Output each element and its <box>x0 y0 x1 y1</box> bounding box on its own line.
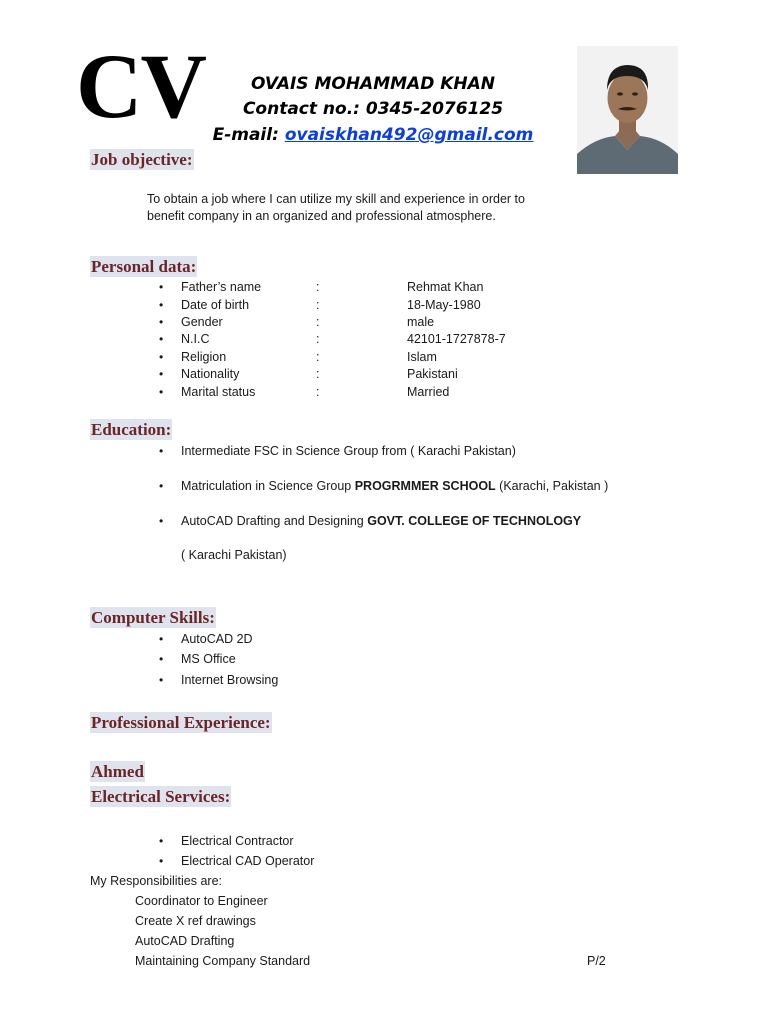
responsibilities-label: My Responsibilities are: <box>90 874 222 888</box>
bullet-icon: • <box>159 479 164 493</box>
bullet-icon: • <box>159 652 164 666</box>
company-name-line-2: Electrical Services: <box>91 787 231 806</box>
personal-label: Father’s name <box>181 280 262 294</box>
skill-text: MS Office <box>181 652 236 666</box>
responsibility-item: Create X ref drawings <box>135 914 256 928</box>
email-label: E-mail: <box>212 125 279 145</box>
cv-logo: CV <box>76 35 205 137</box>
education-institution: GOVT. COLLEGE OF TECHNOLOGY <box>367 514 582 528</box>
contact-line <box>200 97 546 121</box>
education-text-pre: Matriculation in Science Group <box>181 479 355 493</box>
responsibility-item: Maintaining Company Standard <box>135 954 311 968</box>
personal-value: male <box>407 315 435 329</box>
page-marker: P/2 <box>587 954 606 968</box>
personal-separator: : <box>316 367 320 381</box>
section-heading-job-objective: Job objective: <box>91 150 193 169</box>
education-text-post: (Karachi, Pakistan ) <box>495 479 609 493</box>
section-heading-education: Education: <box>91 420 172 439</box>
responsibility-item: Coordinator to Engineer <box>135 894 268 908</box>
personal-label: Marital status <box>181 385 256 399</box>
personal-label: Gender <box>181 315 223 329</box>
objective-line-1: To obtain a job where I can utilize my skill and experience in order to <box>147 192 525 206</box>
section-heading-personal-data: Personal data: <box>91 257 197 276</box>
bullet-icon: • <box>159 350 164 364</box>
bullet-icon: • <box>159 632 164 646</box>
education-text <box>181 512 581 530</box>
bullet-icon: • <box>159 367 164 381</box>
bullet-icon: • <box>159 280 164 294</box>
personal-separator: : <box>316 385 320 399</box>
personal-label: Nationality <box>181 367 240 381</box>
personal-separator: : <box>316 350 320 364</box>
personal-label: N.I.C <box>181 332 210 346</box>
profile-photo <box>577 46 678 174</box>
section-heading-computer-skills: Computer Skills: <box>91 608 215 627</box>
personal-separator: : <box>316 315 320 329</box>
role-text: Electrical Contractor <box>181 834 294 848</box>
bullet-icon: • <box>159 854 164 868</box>
skill-text: AutoCAD 2D <box>181 632 253 646</box>
contact-label: Contact no.: <box>242 99 360 119</box>
bullet-icon: • <box>159 834 164 848</box>
section-heading-professional-experience: Professional Experience: <box>91 713 271 732</box>
candidate-name: OVAIS MOHAMMAD KHAN <box>250 74 496 94</box>
role-text: Electrical CAD Operator <box>181 854 315 868</box>
education-text: Intermediate FSC in Science Group from ( Karachi Pakistan) <box>181 444 516 458</box>
personal-value: 42101-1727878-7 <box>407 332 506 346</box>
education-text-pre: AutoCAD Drafting and Designing <box>181 514 368 528</box>
bullet-icon: • <box>159 514 164 528</box>
personal-separator: : <box>316 298 320 312</box>
personal-label: Religion <box>181 350 227 364</box>
profile-photo-illustration <box>577 46 678 174</box>
email-link[interactable]: ovaiskhan492@gmail.com <box>284 125 534 145</box>
email-line <box>200 123 546 147</box>
education-continuation: ( Karachi Pakistan) <box>181 548 287 562</box>
bullet-icon: • <box>159 444 164 458</box>
responsibility-item: AutoCAD Drafting <box>135 934 235 948</box>
personal-value: Islam <box>407 350 437 364</box>
personal-value: Rehmat Khan <box>407 280 484 294</box>
education-institution: PROGRMMER SCHOOL <box>354 479 496 493</box>
education-text <box>181 477 608 495</box>
personal-value: Pakistani <box>407 367 458 381</box>
objective-line-2: benefit company in an organized and professional atmosphere. <box>147 209 496 223</box>
personal-label: Date of birth <box>181 298 250 312</box>
personal-separator: : <box>316 280 320 294</box>
bullet-icon: • <box>159 315 164 329</box>
personal-separator: : <box>316 332 320 346</box>
bullet-icon: • <box>159 385 164 399</box>
company-name-line-1: Ahmed <box>91 762 144 781</box>
bullet-icon: • <box>159 673 164 687</box>
bullet-icon: • <box>159 332 164 346</box>
skill-text: Internet Browsing <box>181 673 279 687</box>
bullet-icon: • <box>159 298 164 312</box>
personal-value: Married <box>407 385 450 399</box>
contact-value: 0345-2076125 <box>365 99 504 119</box>
personal-value: 18-May-1980 <box>407 298 481 312</box>
